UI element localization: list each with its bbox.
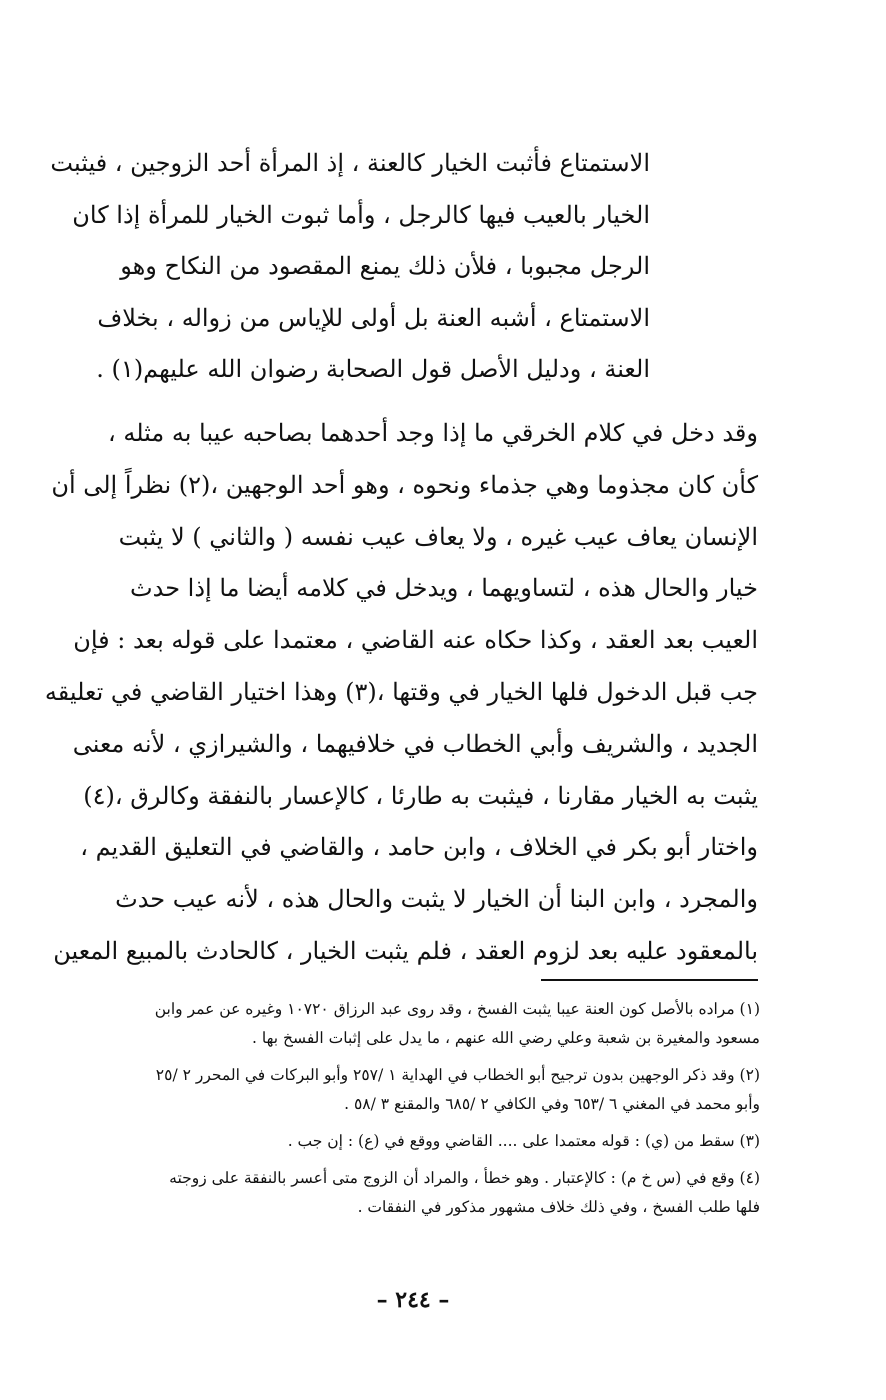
- footnote-4: [70, 1164, 760, 1222]
- text-line: بالمعقود عليه بعد لزوم العقد ، فلم يثبت الخيار ، كالحادث بالمبيع المعين: [53, 936, 758, 965]
- text-line: الخيار بالعيب فيها كالرجل ، وأما ثبوت الخيار للمرأة إذا كان: [72, 200, 650, 229]
- footnote-separator: [541, 979, 758, 981]
- footnote-2: [70, 1061, 760, 1119]
- footnote-line: مسعود والمغيرة بن شعبة وعلي رضي الله عنهم ، ما يدل على إثبات الفسخ بها .: [252, 1029, 760, 1047]
- text-line: يثبت به الخيار مقارنا ، فيثبت به طارئا ، كالإعسار بالنفقة وكالرق ،(٤): [83, 781, 758, 810]
- footnote-1: [70, 995, 760, 1053]
- footnote-line: (٤) وقع في (س خ م) : كالإعتبار . وهو خطأ ، والمراد أن الزوج متى أعسر بالنفقة على زوجته: [169, 1169, 760, 1187]
- footnote-line: (٣) سقط من (ي) : قوله معتمدا على .... القاضي ووقع في (ع) : إن جب .: [287, 1132, 760, 1150]
- text-line: والمجرد ، وابن البنا أن الخيار لا يثبت والحال هذه ، لأنه عيب حدث: [115, 885, 758, 914]
- page-number: – ٢٤٤ –: [376, 1287, 450, 1313]
- footnote-line: وأبو محمد في المغني ٦ /٦٥٣ وفي الكافي ٢ /٦٨٥ والمقنع ٣ /٥٨ .: [344, 1095, 760, 1113]
- text-line: الرجل مجبوبا ، فلأن ذلك يمنع المقصود من النكاح وهو: [120, 252, 650, 280]
- footnotes: [70, 995, 760, 1230]
- footnote-line: فلها طلب الفسخ ، وفي ذلك خلاف مشهور مذكور في النفقات .: [357, 1198, 760, 1216]
- text-line: وقد دخل في كلام الخرقي ما إذا وجد أحدهما بصاحبه عيبا به مثله ،: [107, 419, 758, 447]
- text-line: الجديد ، والشريف وأبي الخطاب في خلافيهما ، والشيرازي ، لأنه معنى: [72, 729, 758, 758]
- footnote-line: (٢) وقد ذكر الوجهين بدون ترجيح أبو الخطاب في الهداية ١ /٢٥٧ وأبو البركات في المحرر ٢ /٢٥: [155, 1066, 760, 1084]
- text-line: جب قبل الدخول فلها الخيار في وقتها ،(٣) وهذا اختيار القاضي في تعليقه: [44, 677, 758, 706]
- footnote-line: (١) مراده بالأصل كون العنة عيبا يثبت الفسخ ، وقد روى عبد الرزاق ١٠٧٢٠ وغيره عن عمر وابن: [154, 1000, 760, 1018]
- footnote-3: [70, 1127, 760, 1156]
- text-line: العيب بعد العقد ، وكذا حكاه عنه القاضي ، معتمدا على قوله بعد : فإن: [73, 626, 758, 655]
- text-line: الاستمتاع فأثبت الخيار كالعنة ، إذ المرأة أحد الزوجين ، فيثبت: [50, 149, 650, 177]
- text-line: الاستمتاع ، أشبه العنة بل أولى للإياس من زواله ، بخلاف: [97, 303, 650, 332]
- text-line: العنة ، ودليل الأصل قول الصحابة رضوان الله عليهم(١) .: [96, 355, 650, 383]
- paragraph-1: [50, 138, 650, 396]
- paragraph-2: [44, 408, 758, 978]
- text-line: الإنسان يعاف عيب غيره ، ولا يعاف عيب نفسه ( والثاني ) لا يثبت: [118, 522, 758, 551]
- text-line: خيار والحال هذه ، لتساويهما ، ويدخل في كلامه أيضا ما إذا حدث: [130, 574, 758, 603]
- text-line: كأن كان مجذوما وهي جذماء ونحوه ، وهو أحد الوجهين ،(٢) نظراً إلى أن: [51, 470, 758, 499]
- text-line: واختار أبو بكر في الخلاف ، وابن حامد ، والقاضي في التعليق القديم ،: [80, 833, 758, 862]
